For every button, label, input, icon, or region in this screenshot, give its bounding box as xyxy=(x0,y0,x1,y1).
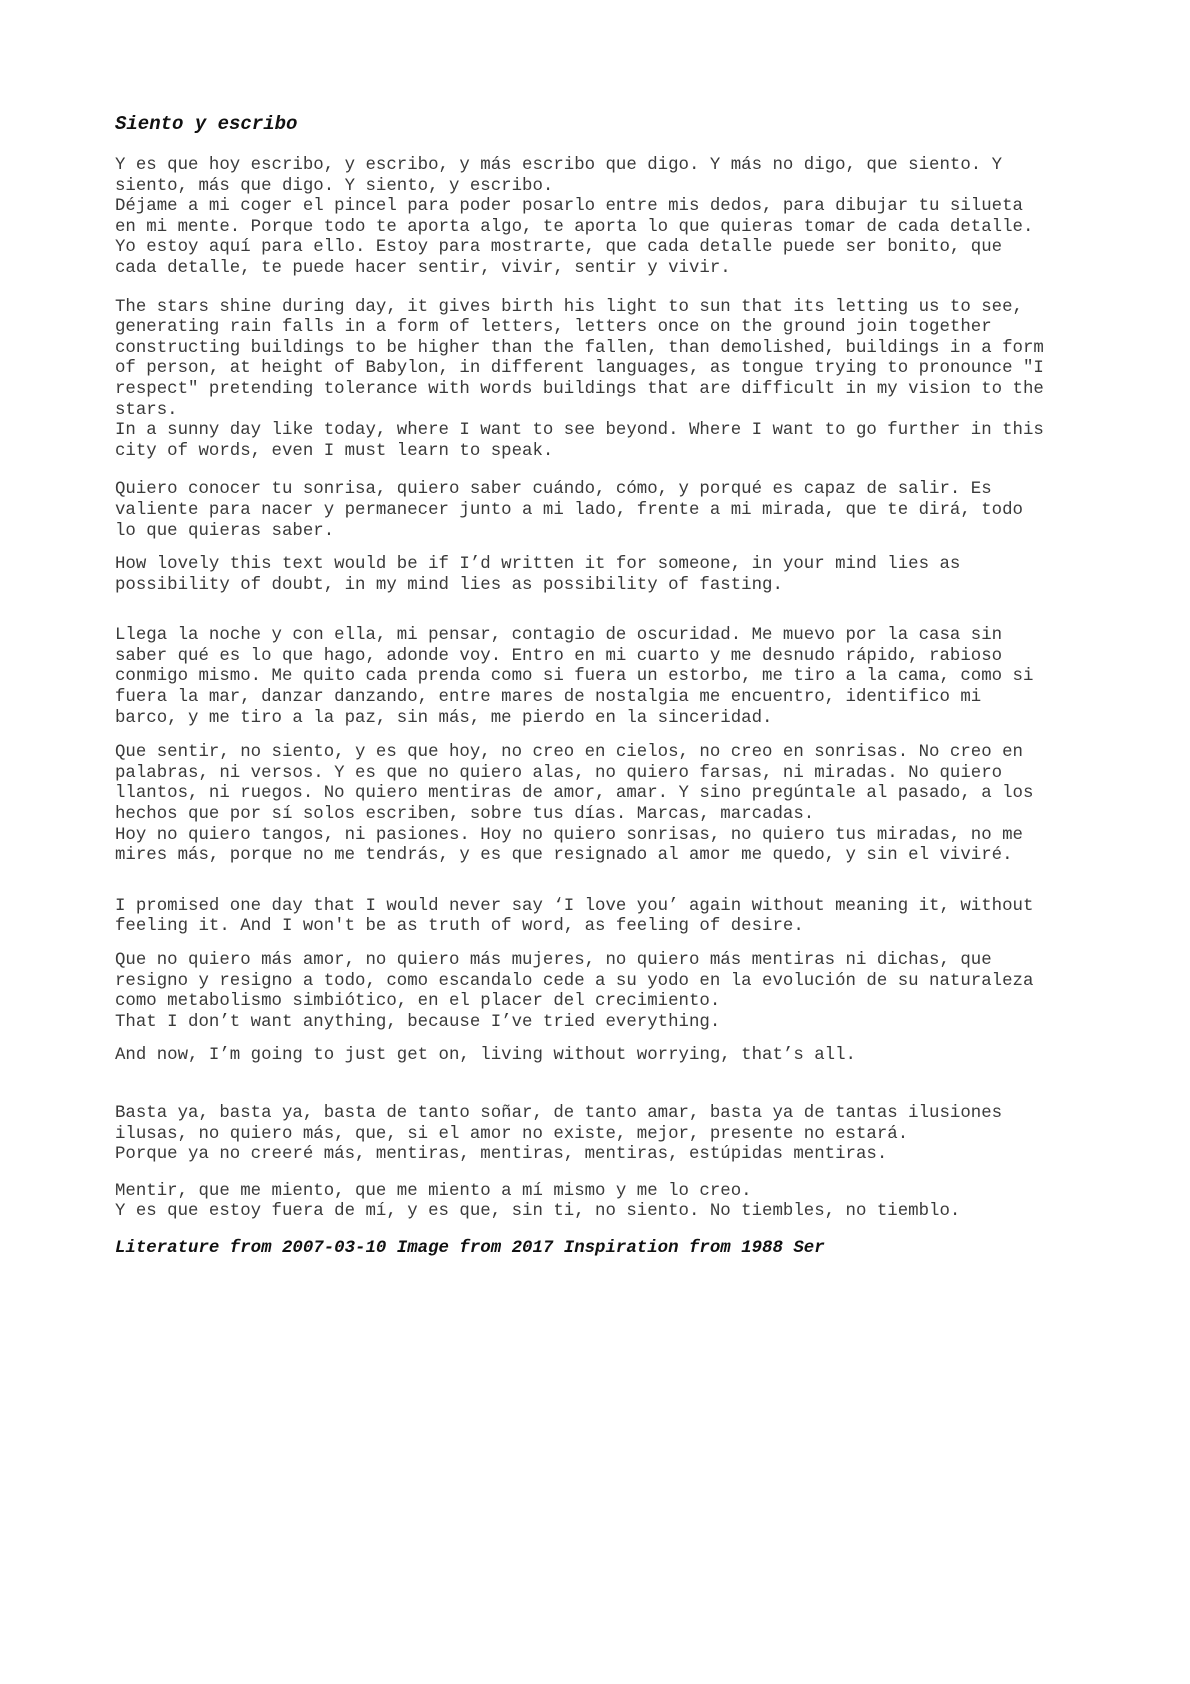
paragraph-line: Déjame a mi coger el pincel para poder posarlo entre mis dedos, para dibujar tu silueta xyxy=(115,197,1023,217)
paragraph xyxy=(115,626,1115,729)
paragraph xyxy=(115,156,1115,280)
paragraph-line: respect" pretending tolerance with words buildings that are difficult in my vision to the xyxy=(115,379,1044,399)
paragraph-line: fuera la mar, danzar danzando, entre mares de nostalgia me encuentro, identifico mi xyxy=(115,688,982,708)
paragraph-line: generating rain falls in a form of letters, letters once on the ground join together xyxy=(115,318,992,338)
paragraph xyxy=(115,897,1115,938)
paragraph-line: stars. xyxy=(115,400,178,420)
paragraph-line: saber qué es lo que hago, adonde voy. Entro en mi cuarto y me desnudo rápido, rabioso xyxy=(115,646,1003,666)
paragraph xyxy=(115,480,1115,542)
paragraph-line: Que sentir, no siento, y es que hoy, no creo en cielos, no creo en sonrisas. No creo en xyxy=(115,743,1023,763)
paragraph-line: The stars shine during day, it gives birth his light to sun that its letting us to see, xyxy=(115,297,1023,317)
paragraph xyxy=(115,743,1115,867)
paragraph-line: cada detalle, te puede hacer sentir, vivir, sentir y vivir. xyxy=(115,258,731,278)
paragraph-line: conmigo mismo. Me quito cada prenda como si fuera un estorbo, me tiro a la cama, como si xyxy=(115,667,1034,687)
paragraph-line: siento, más que digo. Y siento, y escribo. xyxy=(115,176,554,196)
paragraph-line: How lovely this text would be if I’d written it for someone, in your mind lies as xyxy=(115,555,961,575)
document-title: Siento y escribo xyxy=(115,113,298,135)
document-body xyxy=(115,156,1115,1223)
paragraph-line: Y es que hoy escribo, y escribo, y más escribo que digo. Y más no digo, que siento. Y xyxy=(115,156,1003,175)
paragraph-line: mires más, porque no me tendrás, y es que resignado al amor me quedo, y sin el viviré. xyxy=(115,846,1013,866)
paragraph-line: valiente para nacer y permanecer junto a mi lado, frente a mi mirada, que te dirá, todo xyxy=(115,500,1023,520)
paragraph xyxy=(115,1182,1115,1223)
paragraph-line: Mentir, que me miento, que me miento a mí mismo y me lo creo. xyxy=(115,1181,752,1201)
paragraph-line: Quiero conocer tu sonrisa, quiero saber cuándo, cómo, y porqué es capaz de salir. Es xyxy=(115,480,992,500)
paragraph-line: ilusas, no quiero más, que, si el amor no existe, mejor, presente no estará. xyxy=(115,1124,909,1144)
paragraph-line: como metabolismo simbiótico, en el placer del crecimiento. xyxy=(115,992,721,1012)
paragraph-line: en mi mente. Porque todo te aporta algo, te aporta lo que quieras tomar de cada detalle. xyxy=(115,217,1034,237)
paragraph-line: That I don’t want anything, because I’ve tried everything. xyxy=(115,1012,721,1032)
paragraph xyxy=(115,298,1115,463)
paragraph-line: And now, I’m going to just get on, living without worrying, that’s all. xyxy=(115,1046,856,1066)
paragraph-line: constructing buildings to be higher than the fallen, than demolished, buildings in a form xyxy=(115,338,1044,358)
paragraph xyxy=(115,1046,1115,1067)
paragraph-line: barco, y me tiro a la paz, sin más, me pierdo en la sinceridad. xyxy=(115,708,773,728)
paragraph-line: resigno y resigno a todo, como escandalo cede a su yodo en la evolución de su naturaleza xyxy=(115,971,1034,991)
paragraph-line: Basta ya, basta ya, basta de tanto soñar, de tanto amar, basta ya de tantas ilusiones xyxy=(115,1103,1003,1123)
paragraph-line: Yo estoy aquí para ello. Estoy para mostrarte, que cada detalle puede ser bonito, que xyxy=(115,238,1003,258)
paragraph-line: Y es que estoy fuera de mí, y es que, sin ti, no siento. No tiembles, no tiemblo. xyxy=(115,1202,961,1222)
paragraph-line: city of words, even I must learn to speak. xyxy=(115,441,554,461)
paragraph-line: hechos que por sí solos escriben, sobre tus días. Marcas, marcadas. xyxy=(115,805,815,825)
paragraph-line: of person, at height of Babylon, in different languages, as tongue trying to pronounce "I xyxy=(115,359,1044,379)
paragraph-line: lo que quieras saber. xyxy=(115,521,335,541)
paragraph-line: Que no quiero más amor, no quiero más mujeres, no quiero más mentiras ni dichas, que xyxy=(115,951,992,970)
paragraph-line: In a sunny day like today, where I want to see beyond. Where I want to go further in this xyxy=(115,421,1044,441)
paragraph-line: feeling it. And I won't be as truth of word, as feeling of desire. xyxy=(115,917,804,937)
paragraph-line: Hoy no quiero tangos, ni pasiones. Hoy no quiero sonrisas, no quiero tus miradas, no me xyxy=(115,825,1023,845)
paragraph-line: Llega la noche y con ella, mi pensar, contagio de oscuridad. Me muevo por la casa sin xyxy=(115,626,1003,646)
paragraph-line: I promised one day that I would never say ‘I love you’ again without meaning it, without xyxy=(115,896,1034,916)
document-footer: Literature from 2007-03-10 Image from 2017 Inspiration from 1988 Ser xyxy=(115,1238,825,1258)
paragraph-line: Porque ya no creeré más, mentiras, mentiras, mentiras, estúpidas mentiras. xyxy=(115,1145,888,1165)
paragraph xyxy=(115,951,1115,1033)
paragraph xyxy=(115,555,1115,596)
paragraph-line: possibility of doubt, in my mind lies as possibility of fasting. xyxy=(115,575,783,595)
paragraph-line: llantos, ni ruegos. No quiero mentiras de amor, amar. Y sino pregúntale al pasado, a los xyxy=(115,784,1034,804)
paragraph-line: palabras, ni versos. Y es que no quiero alas, no quiero farsas, ni miradas. No quiero xyxy=(115,763,1003,783)
document-page xyxy=(115,112,1115,1260)
paragraph xyxy=(115,1104,1115,1166)
